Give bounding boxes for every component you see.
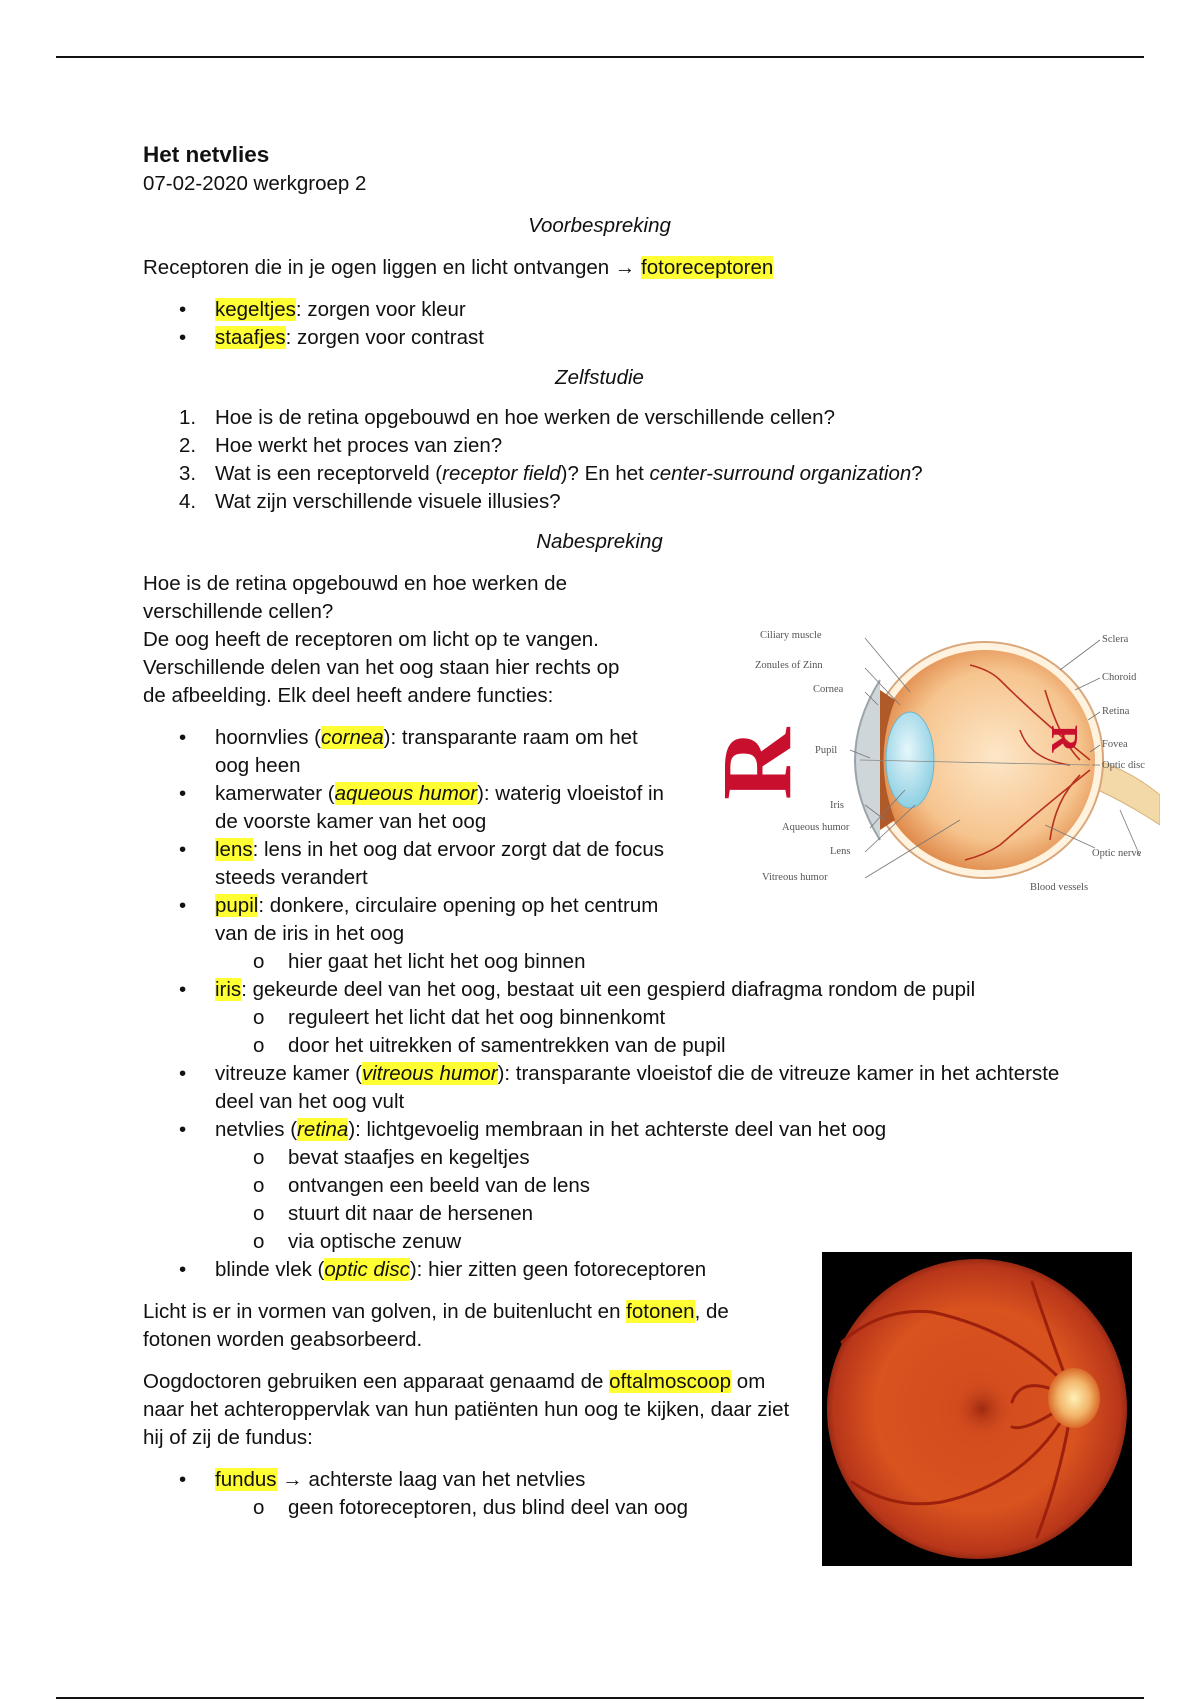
list-item: • staafjes: zorgen voor contrast [143, 324, 1103, 352]
eye-anatomy-figure [700, 620, 1160, 900]
highlight: fotoreceptoren [641, 256, 774, 279]
list-item: 3. Wat is een receptorveld (receptor field)? En het center-surround organization? [179, 462, 923, 485]
list-item: • lens: lens in het oog dat ervoor zorgt dat de focus steeds verandert [143, 836, 673, 892]
label-sclera: Sclera [1102, 634, 1129, 645]
label-cornea: Cornea [813, 684, 844, 695]
label-optic-nerve: Optic nerve [1092, 848, 1142, 859]
footer-rule [56, 1697, 1144, 1699]
page-title: Het netvlies [143, 142, 270, 167]
section-heading-voorbespreking: Voorbespreking [528, 214, 671, 237]
label-zonules: Zonules of Zinn [755, 660, 823, 671]
list-item: 4. Wat zijn verschillende visuele illusies? [179, 490, 561, 513]
intro-paragraph: Receptoren die in je ogen liggen en licht ontvangen → fotoreceptoren [143, 256, 774, 279]
label-fovea: Fovea [1102, 739, 1128, 750]
sub-list-item: o stuurt dit naar de hersenen [253, 1202, 534, 1225]
section-heading-nabespreking: Nabespreking [536, 530, 663, 553]
list-item: • fundus → achterste laag van het netvlies [143, 1466, 1103, 1494]
list-item: • netvlies (retina): lichtgevoelig membraan in het achterste deel van het oog [143, 1116, 1103, 1144]
header-rule [56, 56, 1144, 58]
list-item: 1. Hoe is de retina opgebouwd en hoe werken de verschillende cellen? [179, 406, 835, 429]
receptor-list [143, 296, 1103, 352]
oogdoctor-paragraph: Oogdoctoren gebruiken een apparaat genaamd de oftalmoscoop om naar het achteroppervlak van hun patiënten hun oog te kijken, daar ziet hij of zij de fundus: [143, 1370, 790, 1449]
fundus-photo [822, 1252, 1132, 1566]
sub-list-item: o door het uitrekken of samentrekken van de pupil [253, 1034, 726, 1057]
page-subtitle: 07-02-2020 werkgroep 2 [143, 172, 367, 195]
image-letter-r: R [701, 727, 812, 800]
label-optic-disc: Optic disc [1102, 760, 1145, 771]
list-item: • kamerwater (aqueous humor): waterig vloeistof in de voorste kamer van het oog [143, 780, 673, 836]
retina-image-letter: R [1043, 725, 1085, 753]
sub-list-item: o bevat staafjes en kegeltjes [253, 1146, 530, 1169]
label-lens: Lens [830, 846, 851, 857]
nabespreking-paragraph: De oog heeft de receptoren om licht op te vangen. Verschillende delen van het oog staan hier rechts op de afbeelding. Elk deel heeft andere functies: [143, 628, 620, 707]
sub-list-item: o geen fotoreceptoren, dus blind deel van oog [253, 1496, 689, 1519]
sub-list-item: o reguleert het licht dat het oog binnenkomt [253, 1006, 666, 1029]
nabespreking-question: Hoe is de retina opgebouwd en hoe werken de verschillende cellen? [143, 572, 567, 623]
fundus-macula [952, 1379, 1012, 1439]
list-item: 2. Hoe werkt het proces van zien? [179, 434, 503, 457]
sub-list-item: o via optische zenuw [253, 1230, 462, 1253]
label-choroid: Choroid [1102, 672, 1137, 683]
licht-paragraph: Licht is er in vormen van golven, in de buitenlucht en fotonen, de fotonen worden geabsorbeerd. [143, 1300, 729, 1351]
question-list [143, 404, 1103, 516]
label-retina: Retina [1102, 706, 1130, 717]
label-ciliary-muscle: Ciliary muscle [760, 630, 822, 641]
list-item: • hoornvlies (cornea): transparante raam om het oog heen [143, 724, 673, 780]
list-item: • vitreuze kamer (vitreous humor): transparante vloeistof die de vitreuze kamer in het achterste deel van het oog vult [143, 1060, 1103, 1116]
label-aqueous-humor: Aqueous humor [782, 822, 850, 833]
list-item: • iris: gekeurde deel van het oog, bestaat uit een gespierd diafragma rondom de pupil [143, 976, 1103, 1004]
list-item: • blinde vlek (optic disc): hier zitten geen fotoreceptoren [143, 1256, 1103, 1284]
lens-shape [886, 712, 934, 808]
list-item: • pupil: donkere, circulaire opening op het centrum van de iris in het oog [143, 892, 673, 948]
label-iris: Iris [830, 800, 844, 811]
sub-list-item: o hier gaat het licht het oog binnen [253, 950, 586, 973]
label-vitreous-humor: Vitreous humor [762, 872, 828, 883]
label-pupil: Pupil [815, 745, 838, 756]
fundus-optic-disc [1048, 1368, 1100, 1428]
sub-list-item: o ontvangen een beeld van de lens [253, 1174, 591, 1197]
label-blood-vessels: Blood vessels [1030, 882, 1089, 893]
list-item: • kegeltjes: zorgen voor kleur [143, 296, 1103, 324]
section-heading-zelfstudie: Zelfstudie [555, 366, 644, 389]
